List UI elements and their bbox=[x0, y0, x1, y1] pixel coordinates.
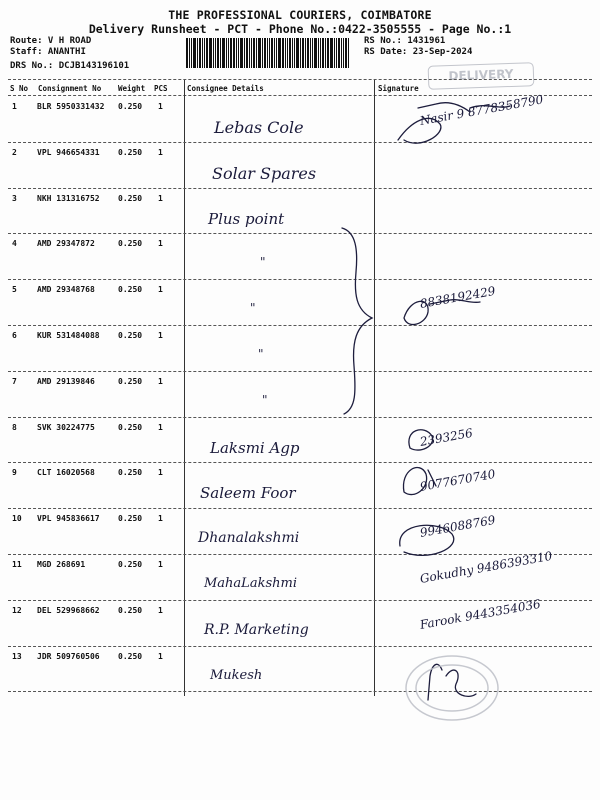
rs-number: RS No.: 1431961 bbox=[364, 36, 446, 46]
row-weight: 0.250 bbox=[118, 239, 143, 248]
row-consignment-no: CLT 16020568 bbox=[37, 468, 95, 477]
row-weight: 0.250 bbox=[118, 560, 143, 569]
row-weight: 0.250 bbox=[118, 468, 143, 477]
row-consignment-no: SVK 30224775 bbox=[37, 423, 95, 432]
row-pcs: 1 bbox=[158, 423, 163, 432]
row-pcs: 1 bbox=[158, 606, 163, 615]
bottom-stamp bbox=[406, 656, 498, 720]
row-consignment-no: BLR 5950331432 bbox=[37, 102, 105, 111]
row-sno: 3 bbox=[12, 194, 17, 203]
row-signature-handwritten: 9077670740 bbox=[418, 466, 497, 494]
row-sno: 4 bbox=[12, 239, 17, 248]
row-weight: 0.250 bbox=[118, 606, 143, 615]
signature-scribble-10 bbox=[400, 525, 454, 555]
row-pcs: 1 bbox=[158, 652, 163, 661]
row-pcs: 1 bbox=[158, 285, 163, 294]
row-pcs: 1 bbox=[158, 239, 163, 248]
row-sno: 13 bbox=[12, 652, 22, 661]
row-weight: 0.250 bbox=[118, 194, 143, 203]
runsheet-subtitle: Delivery Runsheet - PCT - Phone No.:0422-3505555 - Page No.:1 bbox=[88, 22, 512, 36]
col-pcs: PCS bbox=[154, 84, 168, 93]
row-consignee-handwritten: Dhanalakshmi bbox=[198, 530, 300, 546]
row-consignment-no: KUR 531484088 bbox=[37, 331, 100, 340]
row-weight: 0.250 bbox=[118, 652, 143, 661]
row-consignee-handwritten: " bbox=[258, 347, 264, 361]
row-consignee-handwritten: Solar Spares bbox=[212, 164, 317, 183]
row-consignment-no: VPL 945836617 bbox=[37, 514, 100, 523]
row-consignee-handwritten: Mukesh bbox=[210, 668, 263, 683]
row-consignee-handwritten: Lebas Cole bbox=[214, 118, 304, 137]
row-consignment-no: AMD 29139846 bbox=[37, 377, 95, 386]
row-weight: 0.250 bbox=[118, 514, 143, 523]
row-consignee-handwritten: MahaLakshmi bbox=[204, 576, 297, 591]
row-signature-handwritten: 2393256 bbox=[418, 425, 474, 449]
row-pcs: 1 bbox=[158, 514, 163, 523]
signature-scribble-8 bbox=[409, 430, 433, 450]
col-sno: S No bbox=[10, 84, 29, 93]
row-sno: 2 bbox=[12, 148, 17, 157]
row-consignee-handwritten: R.P. Marketing bbox=[204, 622, 309, 638]
row-signature-handwritten: 9946088769 bbox=[418, 512, 497, 540]
row-consignee-handwritten: Plus point bbox=[208, 210, 285, 228]
row-consignment-no: MGD 268691 bbox=[37, 560, 86, 569]
row-signature-handwritten: 8838192429 bbox=[418, 283, 497, 311]
row-consignee-handwritten: " bbox=[262, 393, 268, 407]
row-pcs: 1 bbox=[158, 468, 163, 477]
row-sno: 11 bbox=[12, 560, 22, 569]
col-signature: Signature bbox=[378, 84, 419, 93]
row-weight: 0.250 bbox=[118, 102, 143, 111]
row-consignee-handwritten: Laksmi Agp bbox=[210, 439, 300, 457]
row-sno: 8 bbox=[12, 423, 17, 432]
row-sno: 9 bbox=[12, 468, 17, 477]
col-consignee: Consignee Details bbox=[187, 84, 264, 93]
row-sno: 7 bbox=[12, 377, 17, 386]
row-sno: 10 bbox=[12, 514, 22, 523]
row-consignee-handwritten: Saleem Foor bbox=[200, 484, 296, 502]
signature-scribble-9 bbox=[403, 468, 436, 495]
row-signature-handwritten: Farook 9443354036 bbox=[418, 596, 542, 632]
row-signature-handwritten: Nasir 9 8778358790 bbox=[418, 92, 545, 128]
row-consignment-no: AMD 29348768 bbox=[37, 285, 95, 294]
row-consignment-no: NKH 131316752 bbox=[37, 194, 100, 203]
row-pcs: 1 bbox=[158, 102, 163, 111]
row-sno: 5 bbox=[12, 285, 17, 294]
row-consignee-handwritten: " bbox=[260, 255, 266, 269]
signature-scribble-13 bbox=[428, 664, 476, 700]
row-consignment-no: JDR 509760506 bbox=[37, 652, 100, 661]
row-pcs: 1 bbox=[158, 194, 163, 203]
row-weight: 0.250 bbox=[118, 423, 143, 432]
row-pcs: 1 bbox=[158, 377, 163, 386]
delivery-stamp: DELIVERY bbox=[428, 62, 535, 90]
row-consignment-no: DEL 529968662 bbox=[37, 606, 100, 615]
rs-date: RS Date: 23-Sep-2024 bbox=[364, 47, 473, 57]
row-sno: 1 bbox=[12, 102, 17, 111]
drs-number: DRS No.: DCJB143196101 bbox=[10, 61, 130, 71]
col-consignment: Consignment No bbox=[38, 84, 102, 93]
row-weight: 0.250 bbox=[118, 285, 143, 294]
row-signature-handwritten: Gokudhy 9486393310 bbox=[418, 548, 554, 586]
row-consignment-no: AMD 29347872 bbox=[37, 239, 95, 248]
company-title: THE PROFESSIONAL COURIERS, COIMBATORE bbox=[168, 8, 432, 22]
row-consignment-no: VPL 946654331 bbox=[37, 148, 100, 157]
row-sno: 6 bbox=[12, 331, 17, 340]
row-pcs: 1 bbox=[158, 331, 163, 340]
row-consignee-handwritten: " bbox=[250, 301, 256, 315]
row-weight: 0.250 bbox=[118, 331, 143, 340]
signature-scribble-5 bbox=[404, 300, 480, 325]
signature-scribble-1 bbox=[398, 103, 510, 143]
staff-label: Staff: ANANTHI bbox=[10, 47, 86, 57]
row-weight: 0.250 bbox=[118, 377, 143, 386]
row-pcs: 1 bbox=[158, 148, 163, 157]
row-pcs: 1 bbox=[158, 560, 163, 569]
grouping-brace bbox=[342, 228, 372, 414]
row-sno: 12 bbox=[12, 606, 22, 615]
col-weight: Weight bbox=[118, 84, 146, 93]
row-weight: 0.250 bbox=[118, 148, 143, 157]
route-label: Route: V H ROAD bbox=[10, 36, 92, 46]
